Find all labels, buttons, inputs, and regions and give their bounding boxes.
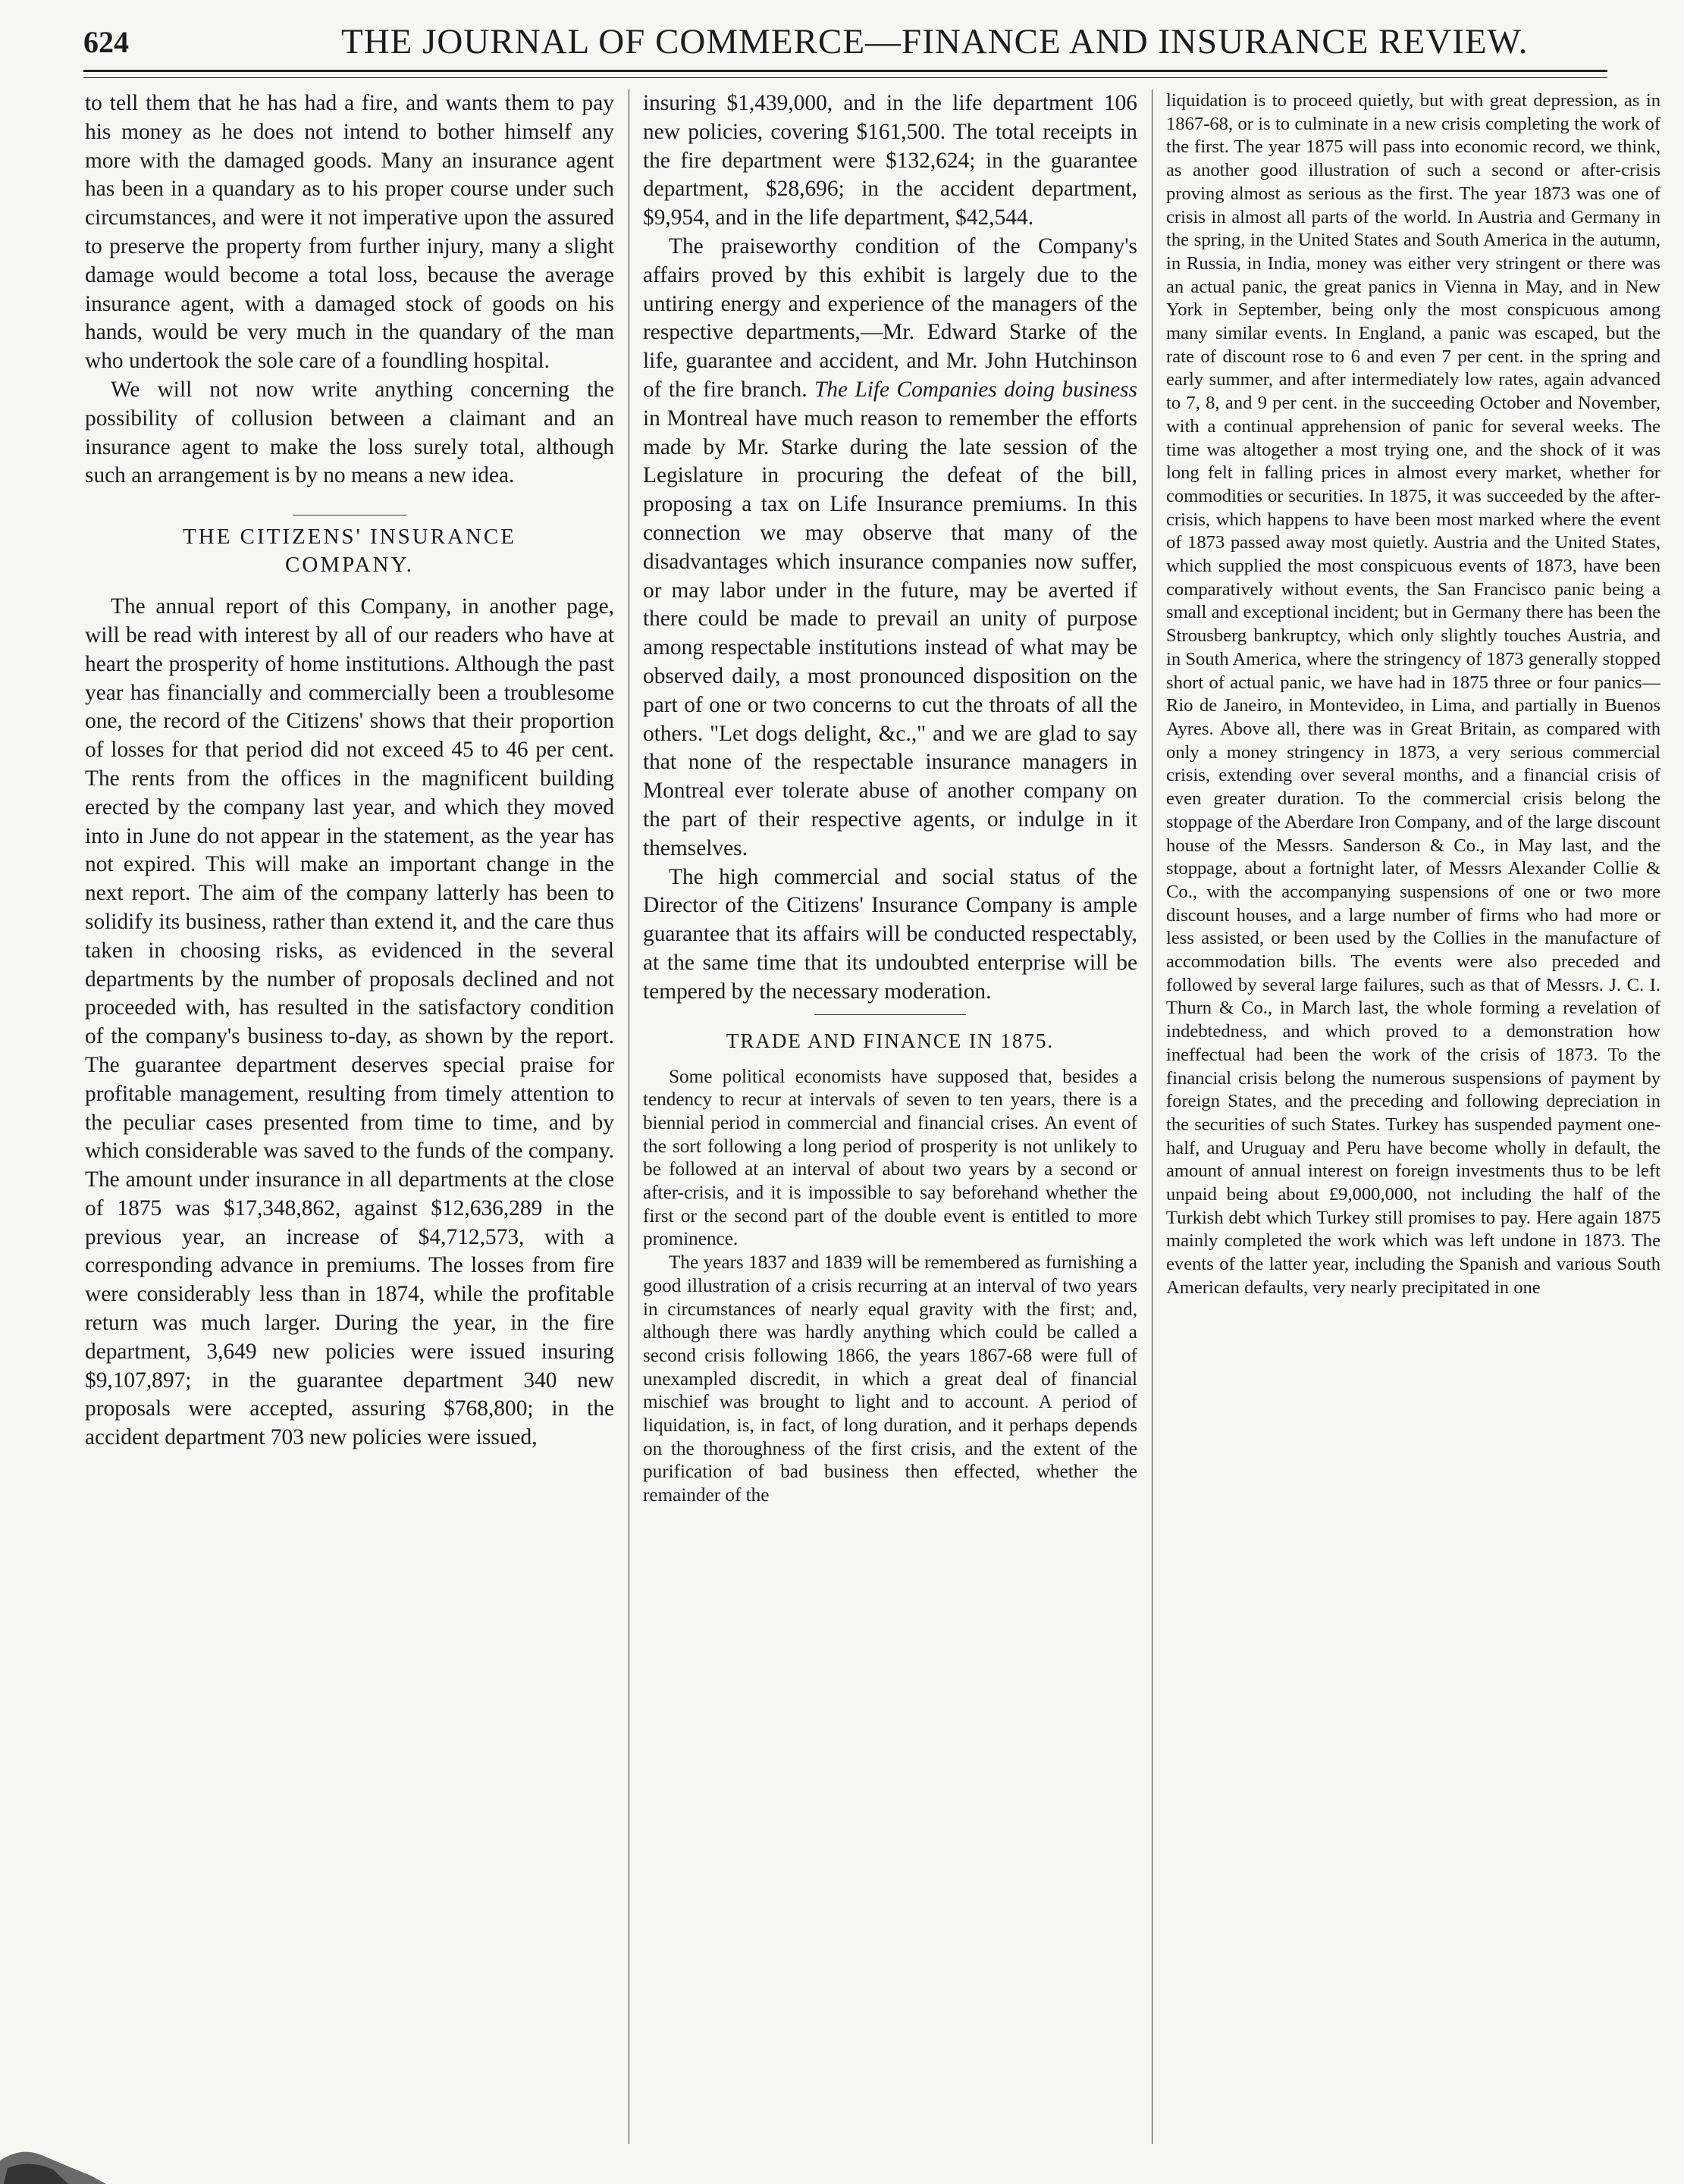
paragraph: Some political economists have supposed that, besides a tendency to recur at intervals of seven to ten years, there is a biennial period in commercial and financial crises. An event of the sort following a long period of prosperity is not unlikely to be followed at an interval of about two years by a second or after-crisis, and it is impossible to say beforehand whether the first or the second part of the double event is entitled to more prominence.	[643, 1066, 1137, 1250]
paragraph: to tell them that he has had a fire, and wants them to pay his money as he does not intend to bother himself any more with the damaged goods. Many an insurance agent has been in a quandary as to his proper course under such circumstances, and were it not imperative upon the assured to preserve the property from further injury, many a slight damage would become a total loss, because the average insurance agent, with a damaged stock of goods on his hands, would be very much in the quandary of the man who undertook the sole care of a foundling hospital.	[85, 91, 614, 374]
paragraph: The high commercial and social status of the Director of the Citizens' Insurance Company is ample guarantee that its affairs will be conducted respectably, at the same time that its undoubted enterprise will be tempered by the necessary moderation.	[643, 864, 1137, 1004]
page-number: 624	[83, 25, 129, 59]
paragraph: We will not now write anything concerning the possibility of collusion between a claimant and an insurance agent to make the loss surely total, although such an arrangement is by no means a new idea.	[85, 377, 614, 488]
page-header	[83, 17, 1607, 76]
article-end-rule	[814, 1014, 966, 1015]
text-run: in Montreal have much reason to remember the efforts made by Mr. Starke during the late session of the Legislature in procuring the defeat of the bill, proposing a tax on Life Insurance premiums. In this connection we may observe that many of the disadvantages which insurance companies now suffer, or may labor under in the future, may be averted if there could be made to prevail an unity of purpose among respectable institutions instead of what may be observed daily, a most pronounced disposition on the part of one or two concerns to cut the throats of all the others. "Let dogs delight, &c.," and we are glad to say that none of the respectable insurance managers in Montreal ever tolerate abuse of another company on the part of their respective agents, or indulge in it themselves.	[643, 406, 1137, 860]
paragraph	[643, 233, 1137, 863]
paragraph: liquidation is to proceed quietly, but with great depression, as in 1867-68, or is to culminate in a new crisis completing the work of the first. The year 1875 will pass into economic record, we think, as another good illustration of such a second or after-crisis proving almost as serious as the first. The year 1873 was one of crisis in almost all parts of the world. In Austria and Germany in the spring, in the United States and South America in the autumn, in Russia, in India, money was either very stringent or there was an actual panic, the great panics in Vienna in May, and in New York in September, being only the most conspicuous among many similar events. In England, a panic was escaped, but the rate of discount rose to 6 and even 7 per cent. in the spring and early summer, and after intermediately low rates, again advanced to 7, 8, and 9 per cent. in the succeeding October and November, with a continual apprehension of panic for several weeks. The time was altogether a most trying one, and the shock of it was long felt in falling prices in almost every market, whether for commodities or securities. In 1875, it was succeeded by the after-crisis, which happens to have been most marked where the event of 1873 passed away most quietly. Austria and the United States, which supplied the most conspicuous events of 1873, have been comparatively without events, the San Francisco panic being a small and exceptional incident; but in Germany there has been the Strousberg bankruptcy, which only slightly touches Austria, and in South America, where the stringency of 1873 generally stopped short of actual panic, we have had in 1875 three or four panics—Rio de Janeiro, in Montevideo, in Lima, and partially in Buenos Ayres. Above all, there was in Great Britain, as compared with only a money stringency in 1873, a very serious commercial crisis, extending over several months, and a financial crisis of even greater duration. To the commercial crisis belong the stoppage of the Aberdare Iron Company, and of the large discount house of the Messrs. Sanderson & Co., in May last, and the stoppage, about a fortnight later, of Messrs Alexander Collie & Co., with the accompanying suspensions of one or two more discount houses, and a large number of firms who had more or less assisted, or been used by the Collies in the manufacture of accommodation bills. The events were also preceded and followed by several large failures, such as that of Messrs. J. C. I. Thurn & Co., in March last, the whole forming a revelation of indebtedness, and which proved to a demonstration how ineffectual had been the work of the crisis of 1873. To the financial crisis belong the numerous suspensions of payment by foreign States, and the preceding and following depreciation in the securities of such States. Turkey has suspended payment one-half, and Uruguay and Peru have become wholly in default, the amount of annual interest on foreign investments thus to be left unpaid being about £9,000,000, not including the half of the Turkish debt which Turkey still promises to pay. Here again 1875 mainly completed the work which was left undone in 1873. The events of the latter year, including the Spanish and various South American defaults, very nearly precipitated in one	[1166, 90, 1660, 1298]
heading-line: TRADE AND FINANCE IN 1875.	[726, 1029, 1055, 1052]
article-continuation	[643, 89, 1137, 1015]
header-rule	[83, 70, 1607, 78]
paragraph: insuring $1,439,000, and in the life department 106 new policies, covering $161,500. The total receipts in the fire department were $132,624; in the guarantee department, $28,696; in the accident department, $9,954, and in the life department, $42,544.	[643, 91, 1137, 230]
heading-line: THE CITIZENS' INSURANCE	[183, 525, 516, 550]
italic-run: The Life Companies doing business	[814, 377, 1137, 402]
trade-article	[643, 1066, 1137, 1508]
journal-title: THE JOURNAL OF COMMERCE—FINANCE AND INSURANCE REVIEW.	[341, 22, 1529, 61]
section-heading-citizens	[85, 515, 614, 579]
paragraph: The annual report of this Company, in another page, will be read with interest by all of our readers who have at heart the prosperity of home institutions. Although the past year has financially and commercially been a troublesome one, the record of the Citizens' shows that their proportion of losses for that period did not exceed 45 to 46 per cent. The rents from the offices in the magnificent building erected by the company last year, and which they moved into in June do not appear in the statement, as the year has not expired. This will make an important change in the next report. The aim of the company latterly has been to solidify its business, rather than extend it, and the care thus taken in choosing risks, as evidenced in the several departments by the number of proposals declined and not proceeded with, has resulted in the satisfactory condition of the company's business to-day, as shown by the report. The guarantee department deserves special praise for profitable management, resulting from timely attention to the peculiar cases presented from time to time, and by which considerable was saved to the funds of the company. The amount under insurance in all departments at the close of 1875 was $17,348,862, against $12,636,289 in the previous year, an increase of $4,712,573, with a corresponding advance in premiums. The losses from fire were considerably less than in 1874, while the profitable return was much larger. During the year, in the fire department, 3,649 new policies were issued insuring $9,107,897; in the guarantee department 340 new proposals were accepted, assuring $768,800; in the accident department 703 new policies were issued,	[85, 594, 614, 1450]
scan-smudge-icon	[0, 2130, 106, 2184]
column-2	[643, 89, 1137, 2151]
column-3	[1166, 89, 1660, 2151]
heading-line: COMPANY.	[285, 553, 414, 578]
column-1	[85, 89, 614, 1954]
section-heading-trade	[643, 1027, 1137, 1055]
paragraph: The years 1837 and 1839 will be remembered as furnishing a good illustration of a crisis recurring at an interval of two years in circumstances of nearly equal gravity with the first; and, although there was hardly anything which could be called a second crisis following 1866, the years 1867-68 were full of unexampled discredit, in which a great deal of financial mischief was brought to light and to account. A period of liquidation, is, in fact, of long duration, and it perhaps depends on the thoroughness of the first crisis, and the extent of the purification of bad business then effected, whether the remainder of the	[643, 1252, 1137, 1506]
text-run: The praiseworthy condition of the Company's affairs proved by this exhibit is largely due to the untiring energy and experience of the managers of the respective departments,—Mr. Edward Starke of the life, guarantee and accident, and Mr. John Hutchinson of the fire branch.	[643, 233, 1137, 402]
